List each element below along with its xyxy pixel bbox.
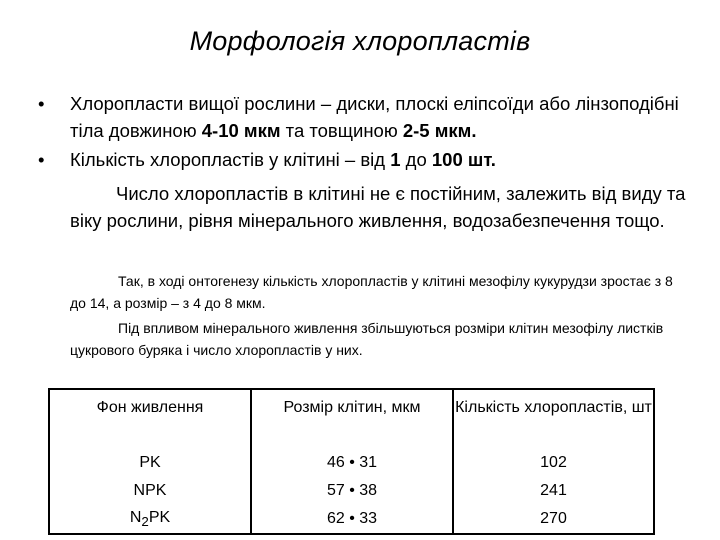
bullet-list [38,90,688,175]
main-paragraph: Число хлоропластів в клітині не є постійним, залежить від виду та віку рослини, рівня мінерального живлення, водозабезпечення тощо. [70,183,686,231]
table-header-cell: Фон живлення [49,389,251,449]
formula-rest: PK [148,508,171,526]
formula-subscript: 2 [141,514,149,530]
table-header-row [49,389,654,449]
bullet-text: до [400,149,432,170]
table-cell: NPK [49,477,251,505]
bullet-bold-value: 2-5 мкм. [402,120,477,141]
bullet-text: та товщиною [280,120,403,141]
table-cell: PK [49,449,251,477]
bullet-text: Хлоропласти вищої рослини – диски, плоскі еліпсоїди або лінзоподібні тіла довжиною [70,93,679,141]
table-cell: 102 [453,449,654,477]
table-cell: 270 [453,505,654,534]
table-header-cell: Розмір клітин, мкм [251,389,453,449]
table-cell: 62 • 33 [251,505,453,534]
bullet-bold-value: 4-10 мкм [201,120,281,141]
table-cell: 46 • 31 [251,449,453,477]
table-row [49,477,654,505]
table-cell [49,505,251,534]
bullet-item-shape [38,90,688,144]
data-table [48,388,655,535]
small-paragraph-ontogenesis: Так, в ході онтогенезу кількість хлоропластів у клітині мезофілу кукурудзи зростає з 8 до 14, а розмір – з 4 до 8 мкм. [70,273,673,311]
bullet-bold-value: 100 шт. [431,149,496,170]
slide-title: Морфологія хлоропластів [189,26,531,56]
bullet-dot: • [38,93,45,114]
formula-main: N [129,508,142,526]
bullet-item-count [38,146,688,173]
table-cell: 57 • 38 [251,477,453,505]
table-cell: 241 [453,477,654,505]
table-row [49,505,654,534]
bullet-text: Кількість хлоропластів у клітині – від [70,149,391,170]
table-header-cell: Кількість хлоропластів, шт [453,389,654,449]
bullet-bold-value: 1 [390,149,401,170]
table-row [49,449,654,477]
bullet-dot: • [38,149,45,170]
small-paragraph-nutrition: Під впливом мінерального живлення збільшуються розміри клітин мезофілу листків цукрового буряка і число хлоропластів у них. [70,320,664,358]
